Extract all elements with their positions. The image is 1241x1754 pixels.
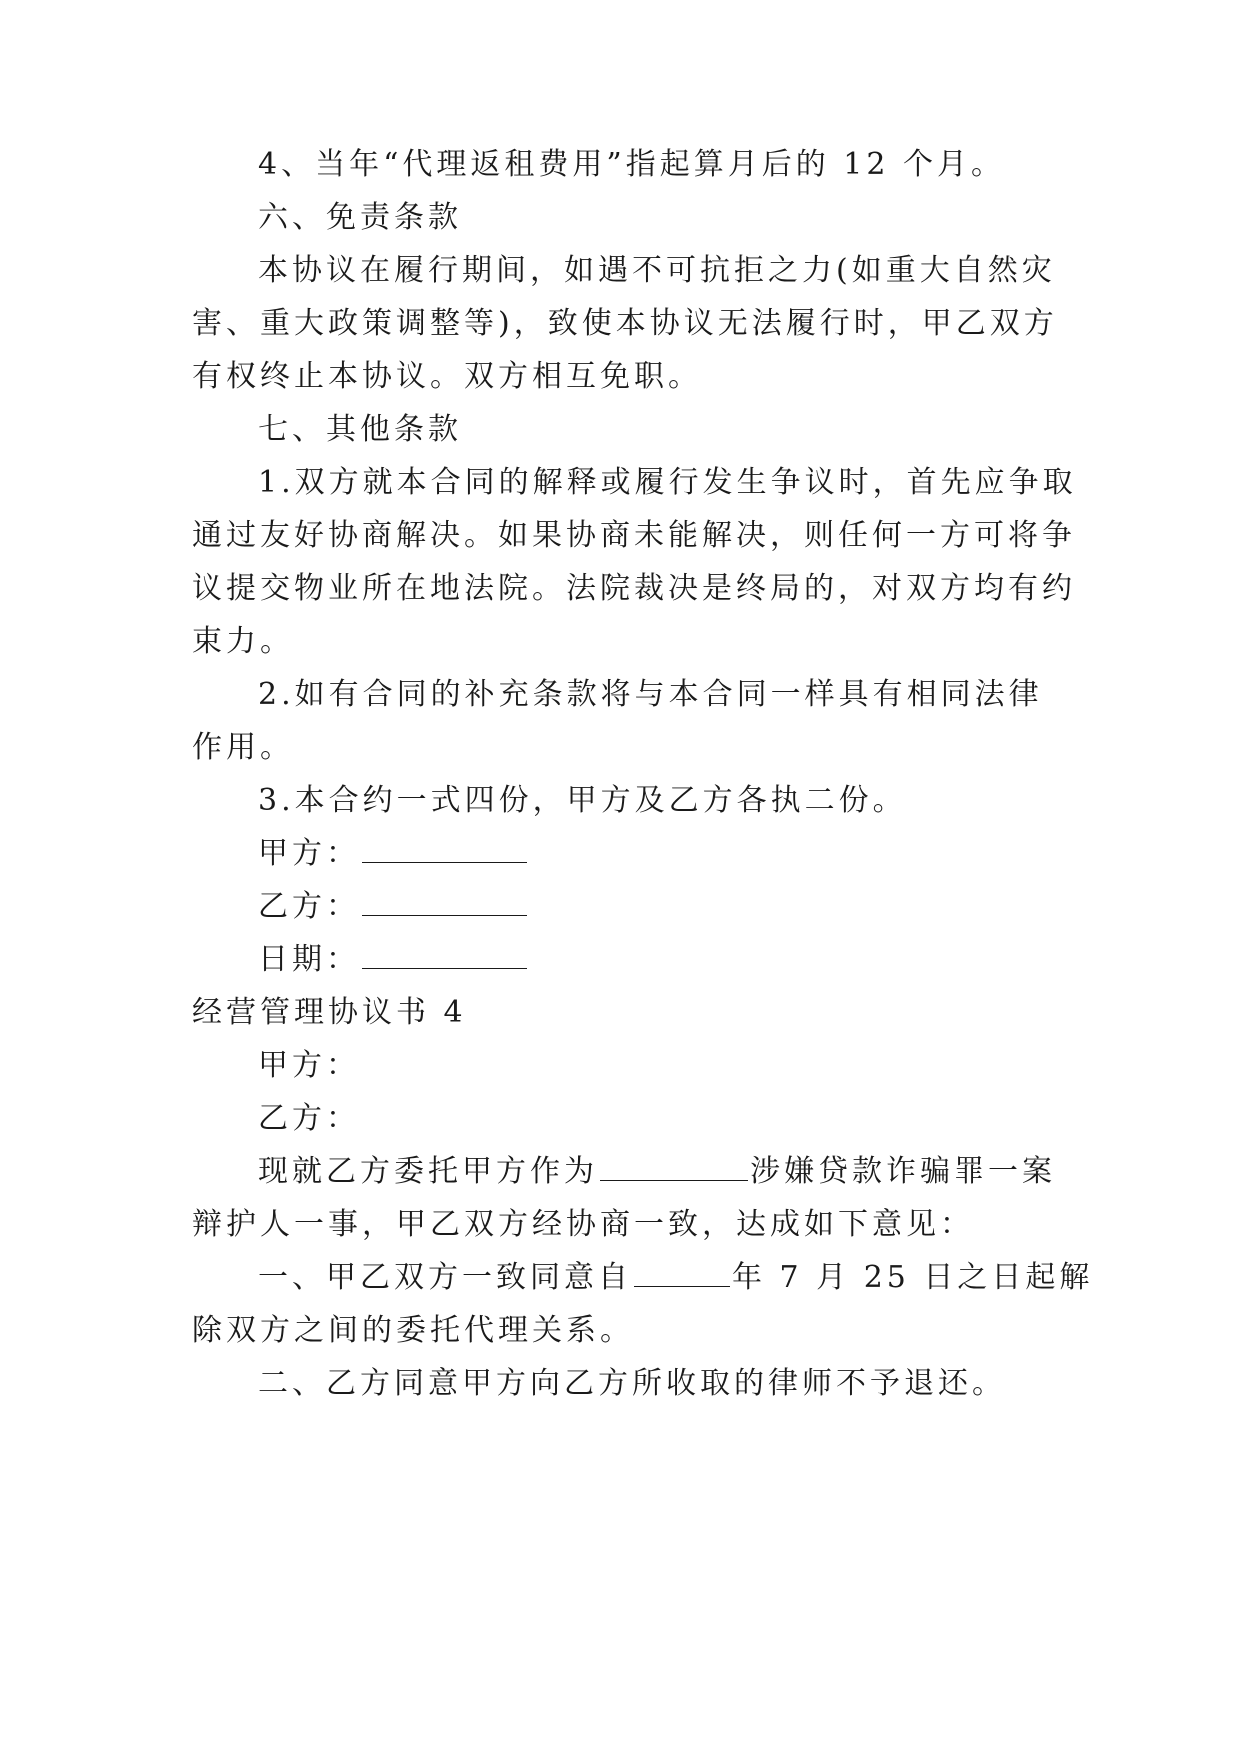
clause-4-text: 4、当年“代理返租费用”指起算月后的 12 个月。: [258, 147, 1006, 182]
title-text: 经营管理协议书 4: [192, 995, 467, 1030]
year-blank: [634, 1258, 730, 1287]
other-clause-3: [258, 781, 907, 821]
article-1-line-2: [192, 1311, 634, 1351]
signature-blank-line: [362, 940, 527, 969]
other-clause-2-line-1: [258, 675, 1043, 715]
article-1-line-1: [258, 1258, 1093, 1298]
paragraph-text: 涉嫌贷款诈骗罪一案: [750, 1154, 1056, 1189]
signature-label: 甲方：: [258, 836, 360, 871]
paragraph-text: 害、重大政策调整等)，致使本协议无法履行时，甲乙双方: [192, 306, 1058, 341]
other-clause-1-line-3: [192, 569, 1076, 609]
party-label-text: 甲方：: [258, 1048, 360, 1083]
other-clause-2-line-2: [192, 728, 294, 768]
paragraph-text: 作用。: [192, 730, 294, 765]
other-clause-1-line-4: [192, 622, 294, 662]
paragraph-text: 一、甲乙双方一致同意自: [258, 1260, 632, 1295]
section-heading-text: 六、免责条款: [258, 200, 462, 235]
disclaimer-paragraph-line-2: [192, 304, 1058, 344]
preamble-line-2: [192, 1205, 974, 1245]
paragraph-text: 年 7 月 25 日之日起解: [732, 1260, 1094, 1295]
paragraph-text: 二、乙方同意甲方向乙方所收取的律师不予退还。: [258, 1366, 1006, 1401]
party-b-label: [258, 1099, 360, 1139]
paragraph-text: 辩护人一事，甲乙双方经协商一致，达成如下意见：: [192, 1207, 974, 1242]
document-title: [192, 993, 467, 1033]
clause-4-paragraph: [258, 145, 1005, 185]
signature-blank-line: [362, 834, 527, 863]
preamble-line-1: [258, 1152, 1056, 1192]
signature-date: [258, 940, 529, 980]
paragraph-text: 除双方之间的委托代理关系。: [192, 1313, 634, 1348]
disclaimer-paragraph-line-3: [192, 357, 702, 397]
paragraph-text: 3.本合约一式四份，甲方及乙方各执二份。: [258, 783, 907, 818]
disclaimer-paragraph-line-1: [258, 251, 1056, 291]
paragraph-text: 1.双方就本合同的解释或履行发生争议时，首先应争取: [258, 465, 1077, 500]
paragraph-text: 议提交物业所在地法院。法院裁决是终局的，对双方均有约: [192, 571, 1076, 606]
paragraph-text: 本协议在履行期间，如遇不可抗拒之力(如重大自然灾: [258, 253, 1056, 288]
other-clause-1-line-2: [192, 516, 1076, 556]
paragraph-text: 有权终止本协议。双方相互免职。: [192, 359, 702, 394]
paragraph-text: 2.如有合同的补充条款将与本合同一样具有相同法律: [258, 677, 1043, 712]
signature-blank-line: [362, 887, 527, 916]
paragraph-text: 束力。: [192, 624, 294, 659]
party-label-text: 乙方：: [258, 1101, 360, 1136]
party-a-label: [258, 1046, 360, 1086]
signature-party-a: [258, 834, 529, 874]
section-heading-other: [258, 410, 462, 450]
other-clause-1-line-1: [258, 463, 1077, 503]
section-heading-text: 七、其他条款: [258, 412, 462, 447]
section-heading-disclaimer: [258, 198, 462, 238]
signature-party-b: [258, 887, 529, 927]
paragraph-text: 现就乙方委托甲方作为: [258, 1154, 598, 1189]
signature-label: 乙方：: [258, 889, 360, 924]
defendant-name-blank: [600, 1152, 748, 1181]
paragraph-text: 通过友好协商解决。如果协商未能解决，则任何一方可将争: [192, 518, 1076, 553]
signature-label: 日期：: [258, 942, 360, 977]
article-2: [258, 1364, 1006, 1404]
